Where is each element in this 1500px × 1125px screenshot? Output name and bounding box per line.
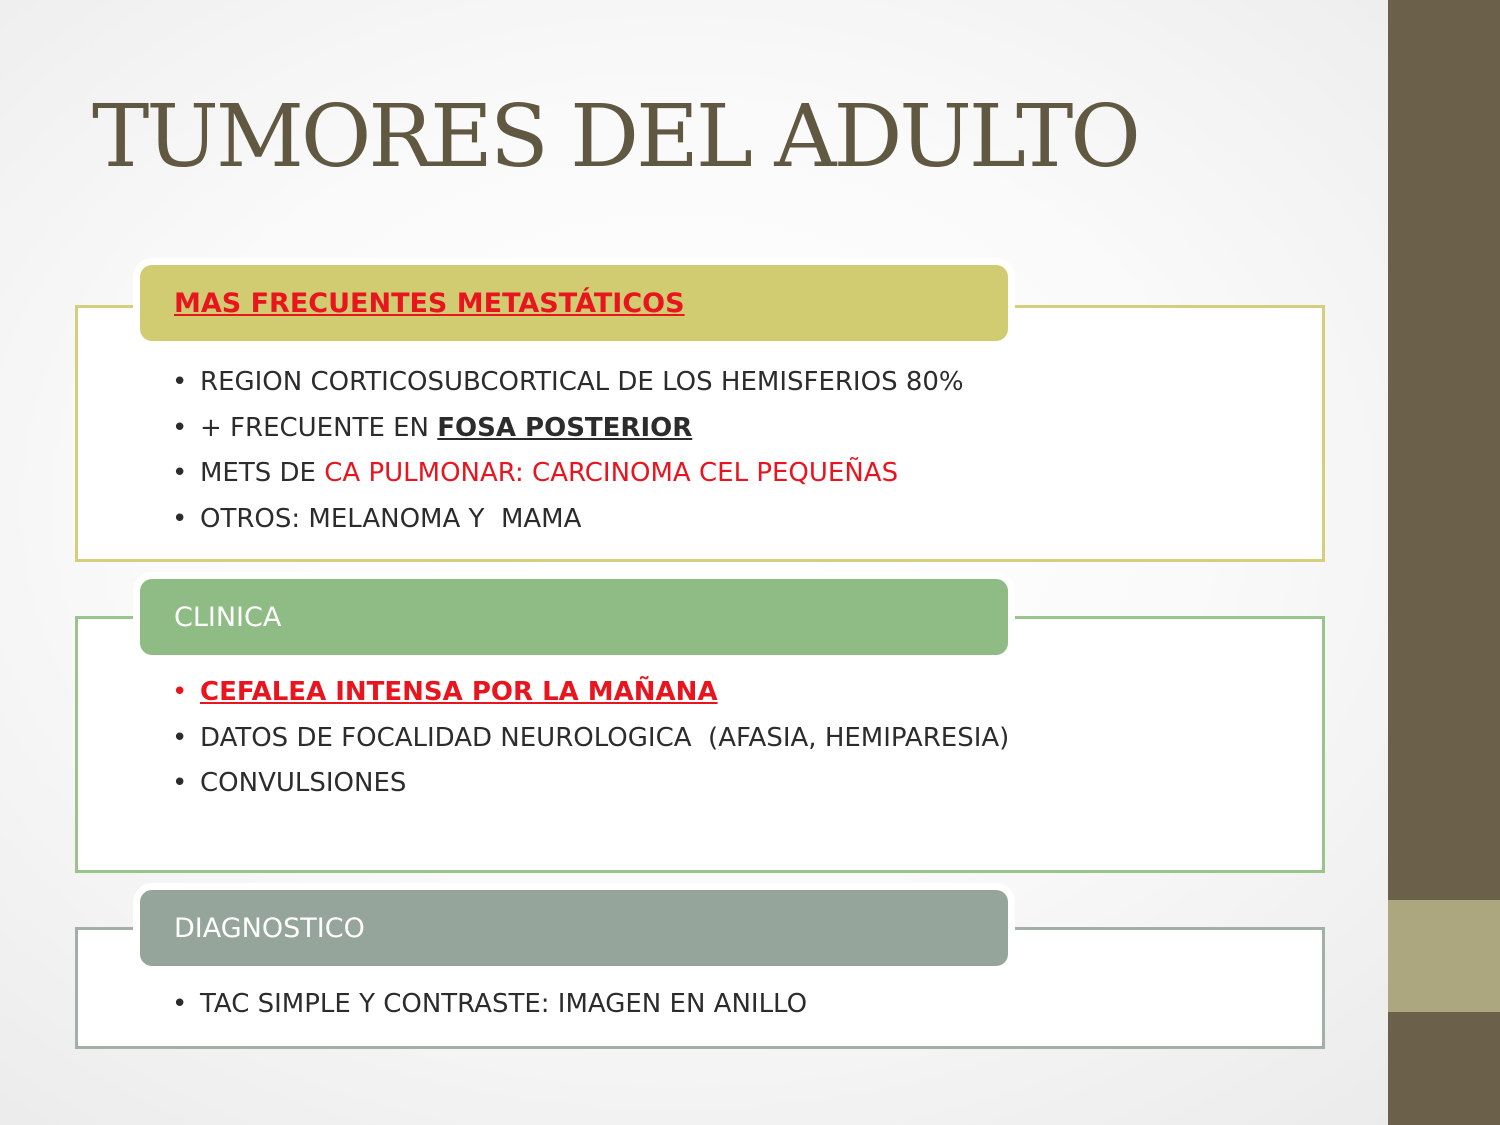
clinical-bullet-list: [172, 670, 1009, 807]
metastatic-header-label: MAS FRECUENTES METASTÁTICOS: [174, 287, 685, 319]
list-item: • TAC SIMPLE Y CONTRASTE: IMAGEN EN ANILLO: [172, 982, 807, 1028]
clinical-header-label: CLINICA: [174, 601, 282, 633]
list-item: • REGION CORTICOSUBCORTICAL DE LOS HEMISFERIOS 80%: [172, 360, 964, 406]
list-item: • METS DE CA PULMONAR: CARCINOMA CEL PEQUEÑAS: [172, 451, 964, 497]
emphasis-text: FOSA POSTERIOR: [437, 412, 693, 443]
bullet-icon: •: [172, 503, 188, 534]
list-item: • + FRECUENTE EN FOSA POSTERIOR: [172, 406, 964, 452]
highlight-text: CA PULMONAR: CARCINOMA CEL PEQUEÑAS: [324, 458, 899, 488]
bullet-icon: •: [172, 722, 188, 753]
list-item: • CONVULSIONES: [172, 761, 1009, 807]
list-item: • DATOS DE FOCALIDAD NEUROLOGICA (AFASIA, HEMIPARESIA): [172, 716, 1009, 762]
bullet-icon: •: [172, 412, 188, 443]
diagnostic-section-header: [140, 890, 1008, 966]
metastatic-section-header: [140, 265, 1008, 341]
bullet-icon: •: [172, 677, 188, 707]
side-accent-block: [1388, 900, 1500, 1012]
metastatic-bullet-list: [172, 360, 964, 542]
bullet-icon: •: [172, 367, 188, 397]
highlight-text: CEFALEA INTENSA POR LA MAÑANA: [200, 677, 718, 707]
bullet-icon: •: [172, 458, 188, 488]
bullet-icon: •: [172, 989, 188, 1019]
slide-title: TUMORES DEL ADULTO: [92, 87, 1138, 187]
diagnostic-header-label: DIAGNOSTICO: [174, 912, 365, 944]
diagnostic-bullet-list: [172, 982, 807, 1028]
list-item: • OTROS: MELANOMA Y MAMA: [172, 497, 964, 543]
bullet-icon: •: [172, 768, 188, 798]
clinical-section-header: [140, 579, 1008, 655]
list-item: [172, 670, 1009, 716]
